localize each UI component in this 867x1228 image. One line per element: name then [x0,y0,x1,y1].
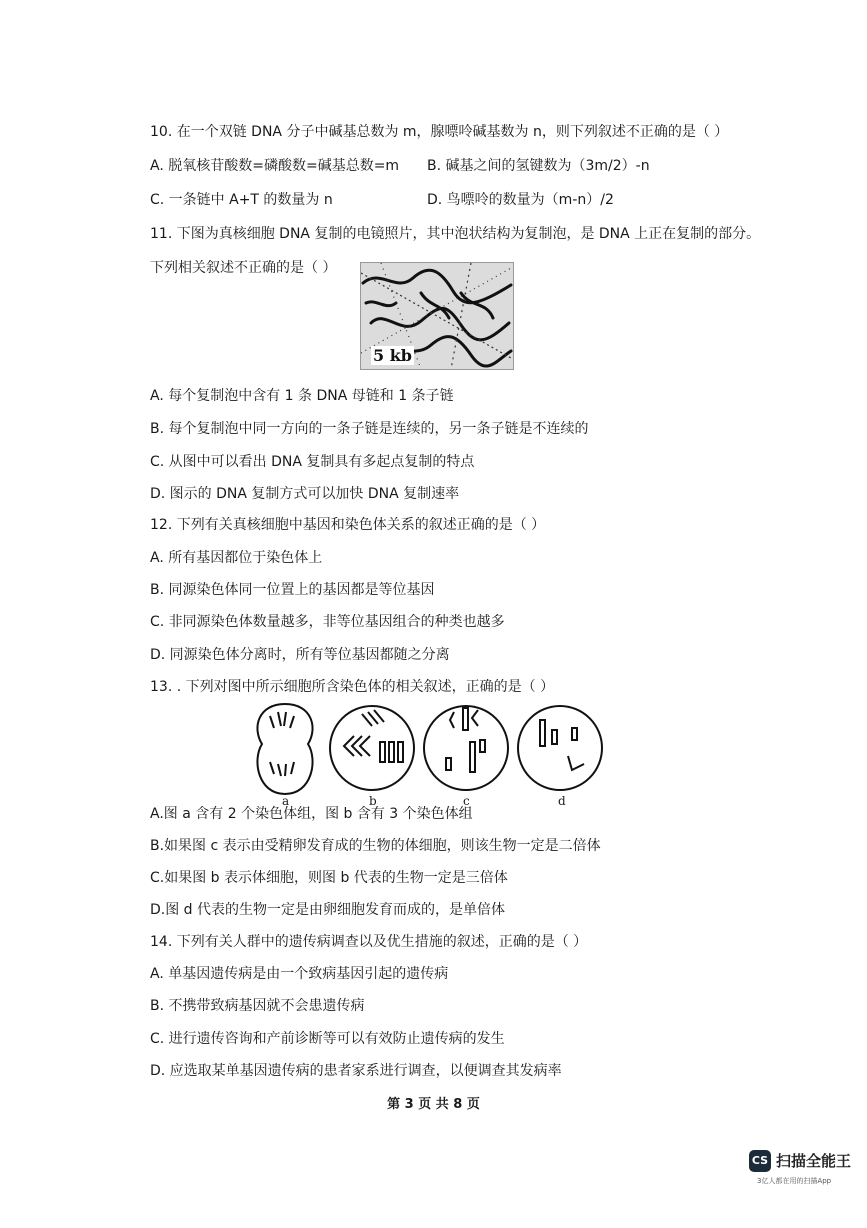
cell-c [424,706,508,790]
cell-label-c: c [463,794,470,808]
q13-stem: 13. . 下列对图中所示细胞所含染色体的相关叙述，正确的是（ ） [150,679,555,695]
q14-option-d: D. 应选取某单基因遗传病的患者家系进行调查，以便调查其发病率 [150,1063,562,1079]
q12-stem: 12. 下列有关真核细胞中基因和染色体关系的叙述正确的是（ ） [150,517,546,533]
q10-stem: 10. 在一个双链 DNA 分子中碱基总数为 m，腺嘌呤碱基数为 n，则下列叙述不正确的是（ ） [150,124,729,140]
q14-option-a: A. 单基因遗传病是由一个致病基因引起的遗传病 [150,966,449,982]
q13-option-c: C.如果图 b 表示体细胞，则图 b 代表的生物一定是三倍体 [150,870,508,886]
q12-option-c: C. 非同源染色体数量越多，非等位基因组合的种类也越多 [150,614,505,630]
q10-option-a: A. 脱氧核苷酸数=磷酸数=碱基总数=m [150,158,400,174]
cell-label-b: b [369,794,377,808]
q11-option-b: B. 每个复制泡中同一方向的一条子链是连续的，另一条子链是不连续的 [150,421,589,437]
q14-option-c: C. 进行遗传咨询和产前诊断等可以有效防止遗传病的发生 [150,1031,505,1047]
cell-a [257,704,312,794]
q11-option-c: C. 从图中可以看出 DNA 复制具有多起点复制的特点 [150,454,475,470]
camscanner-logo-icon: CS [749,1150,771,1172]
cell-label-a: a [282,794,290,808]
q10-option-b: B. 碱基之间的氢键数为（3m/2）-n [427,158,650,174]
q11-option-a: A. 每个复制泡中含有 1 条 DNA 母链和 1 条子链 [150,388,454,404]
q11-option-d: D. 图示的 DNA 复制方式可以加快 DNA 复制速率 [150,486,460,502]
q13-option-d: D.图 d 代表的生物一定是由卵细胞发育而成的，是单倍体 [150,902,506,918]
q14-option-b: B. 不携带致病基因就不会患遗传病 [150,998,365,1014]
cell-b [330,706,414,790]
q10-option-c: C. 一条链中 A+T 的数量为 n [150,192,333,208]
camscanner-name: 扫描全能王 [776,1152,852,1170]
q13-option-b: B.如果图 c 表示由受精卵发育成的生物的体细胞，则该生物一定是二倍体 [150,838,601,854]
dna-replication-micrograph [360,262,514,370]
q12-option-d: D. 同源染色体分离时，所有等位基因都随之分离 [150,647,450,663]
q12-option-b: B. 同源染色体同一位置上的基因都是等位基因 [150,582,435,598]
cell-label-d: d [558,794,566,808]
q10-option-d: D. 鸟嘌呤的数量为（m-n）/2 [427,192,614,208]
camscanner-tagline: 3亿人都在用的扫描App [757,1177,832,1185]
cell-d [518,706,602,790]
q12-option-a: A. 所有基因都位于染色体上 [150,550,323,566]
q13-option-a: A.图 a 含有 2 个染色体组，图 b 含有 3 个染色体组 [150,806,473,822]
page-number: 第 3 页 共 8 页 [387,1097,480,1112]
q11-stem: 11. 下图为真核细胞 DNA 复制的电镜照片，其中泡状结构为复制泡，是 DNA 上正在复制的部分。 [150,226,761,242]
cell-diagrams [250,700,610,798]
scale-label: 5 kb [373,346,412,365]
q14-stem: 14. 下列有关人群中的遗传病调查以及优生措施的叙述，正确的是（ ） [150,934,588,950]
q11-stem-continued: 下列相关叙述不正确的是（ ） [150,260,337,276]
